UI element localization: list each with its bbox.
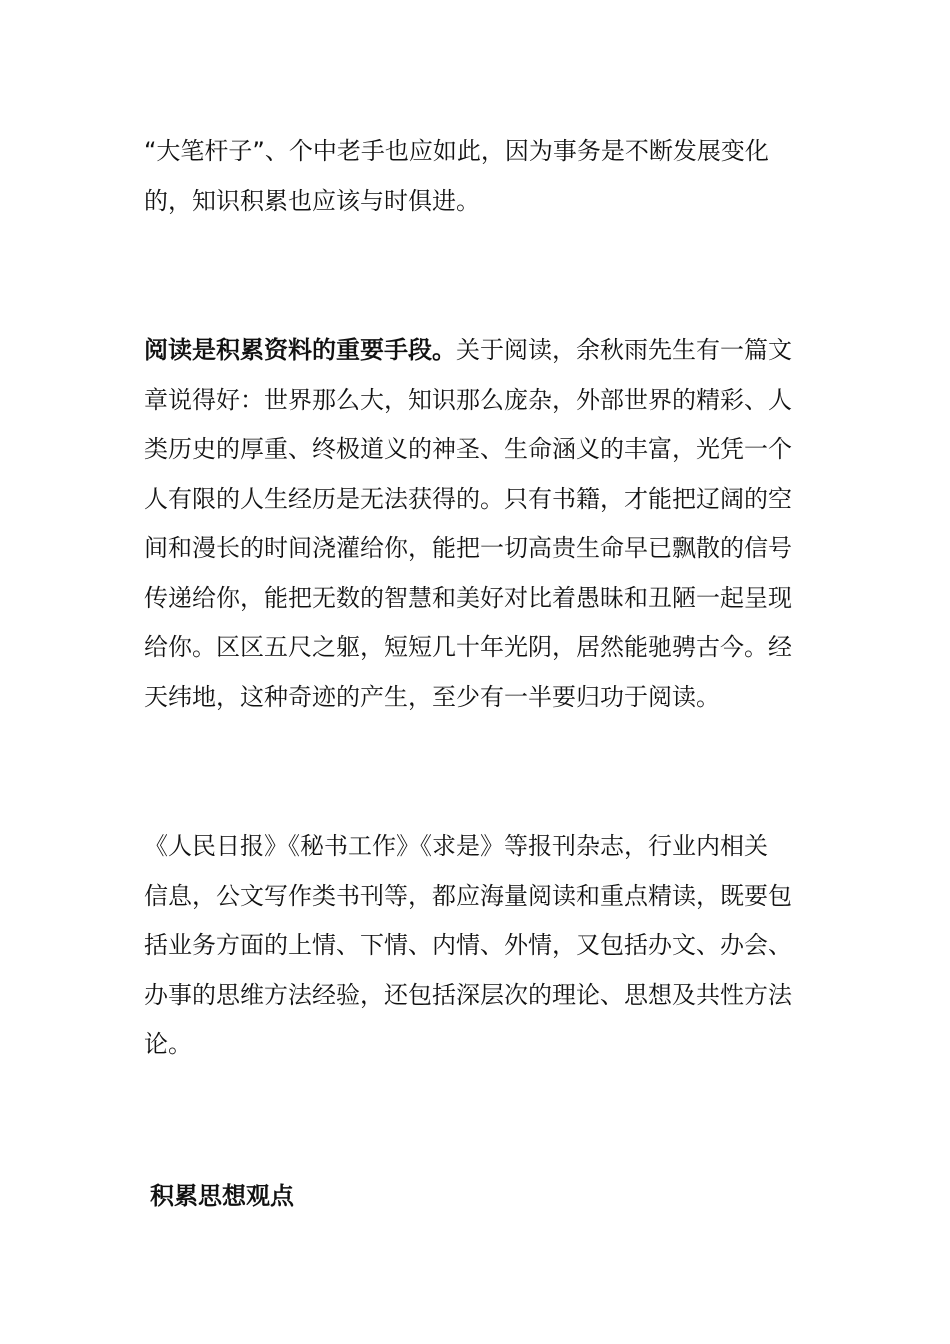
paragraph-knowledge-update [144, 127, 804, 226]
text-line: 类历史的厚重、终极道义的神圣、生命涵义的丰富，光凭一个 [144, 435, 792, 463]
text-line: 的，知识积累也应该与时俱进。 [144, 186, 480, 215]
text-line: 传递给你，能把无数的智慧和美好对比着愚昧和丑陋一起呈现 [144, 583, 792, 612]
text-line: 间和漫长的时间浇灌给你，能把一切高贵生命早已飘散的信号 [144, 534, 792, 562]
text-line: 论。 [144, 1030, 192, 1058]
text-line: 括业务方面的上情、下情、内情、外情，又包括办文、办会、 [144, 931, 792, 959]
bold-lead-sentence: 阅读是积累资料的重要手段。 [144, 336, 456, 364]
text-line: 章说得好：世界那么大，知识那么庞杂，外部世界的精彩、人 [144, 385, 792, 414]
text-line: 天纬地，这种奇迹的产生，至少有一半要归功于阅读。 [144, 682, 720, 711]
text-line: 信息，公文写作类书刊等，都应海量阅读和重点精读，既要包 [144, 881, 792, 910]
text-line: 人有限的人生经历是无法获得的。只有书籍，才能把辽阔的空 [144, 484, 792, 513]
text-line: 《人民日报》《秘书工作》《求是》等报刊杂志，行业内相关 [144, 832, 768, 860]
section-heading: 积累思想观点 [150, 1182, 294, 1210]
text-line: “大笔杆子”、个中老手也应如此，因为事务是不断发展变化 [144, 137, 769, 165]
text-line: 办事的思维方法经验，还包括深层次的理论、思想及共性方法 [144, 980, 792, 1009]
paragraph-reading [144, 326, 804, 722]
paragraph-publications [144, 822, 804, 1070]
text-line [144, 326, 804, 376]
text-segment: 关于阅读，余秋雨先生有一篇文 [456, 336, 792, 364]
text-line: 给你。区区五尺之躯，短短几十年光阴，居然能驰骋古今。经 [144, 633, 792, 661]
